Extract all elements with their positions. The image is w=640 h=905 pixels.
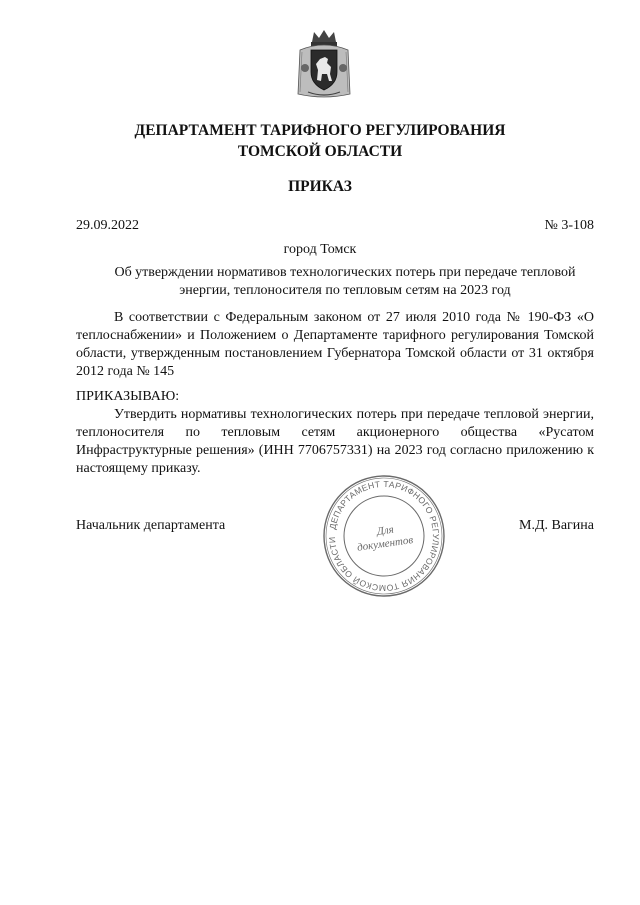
- document-city: город Томск: [283, 242, 357, 257]
- document-subject-line2: энергии, теплоносителя по тепловым сетям на 2023 год: [179, 283, 511, 298]
- order-paragraph: Утвердить нормативы технологических потерь при передаче тепловой энергии, теплоносителя по тепловым сетям акционерного общества «Русатом Инфраструктурные решения» (ИНН 7706757331) на 2023 год согласно приложению к настоящему приказу.: [76, 407, 594, 476]
- stamp-center-line1: Для: [376, 523, 395, 538]
- tomsk-coat-of-arms-icon: [294, 28, 354, 100]
- legal-basis-paragraph: В соответствии с Федеральным законом от 27 июля 2010 года № 190-ФЗ «О теплоснабжении» и Положением о Департаменте тарифного регулирования Томской области, утвержденным постановлением Губернатора Томской области от 31 октября 2012 года № 145: [76, 310, 594, 379]
- stamp-center-line2: документов: [356, 534, 414, 554]
- document-date: 29.09.2022: [76, 218, 139, 233]
- document-type: ПРИКАЗ: [288, 178, 352, 195]
- stamp-ring-text: ДЕПАРТАМЕНТ ТАРИФНОГО РЕГУЛИРОВАНИЯ ТОМСКОЙ ОБЛАСТИ: [326, 478, 442, 594]
- document-subject-line1: Об утверждении нормативов технологических потерь при передаче тепловой: [114, 265, 576, 280]
- order-heading: ПРИКАЗЫВАЮ:: [76, 389, 180, 404]
- signatory-name: М.Д. Вагина: [519, 518, 594, 533]
- signatory-position: Начальник департамента: [76, 518, 226, 533]
- organization-name-line2: ТОМСКОЙ ОБЛАСТИ: [237, 143, 403, 160]
- official-stamp: [322, 474, 446, 598]
- document-subject: [100, 264, 590, 300]
- organization-name-line1: ДЕПАРТАМЕНТ ТАРИФНОГО РЕГУЛИРОВАНИЯ: [134, 122, 506, 139]
- document-number: № 3-108: [544, 218, 594, 233]
- organization-name: [0, 120, 640, 162]
